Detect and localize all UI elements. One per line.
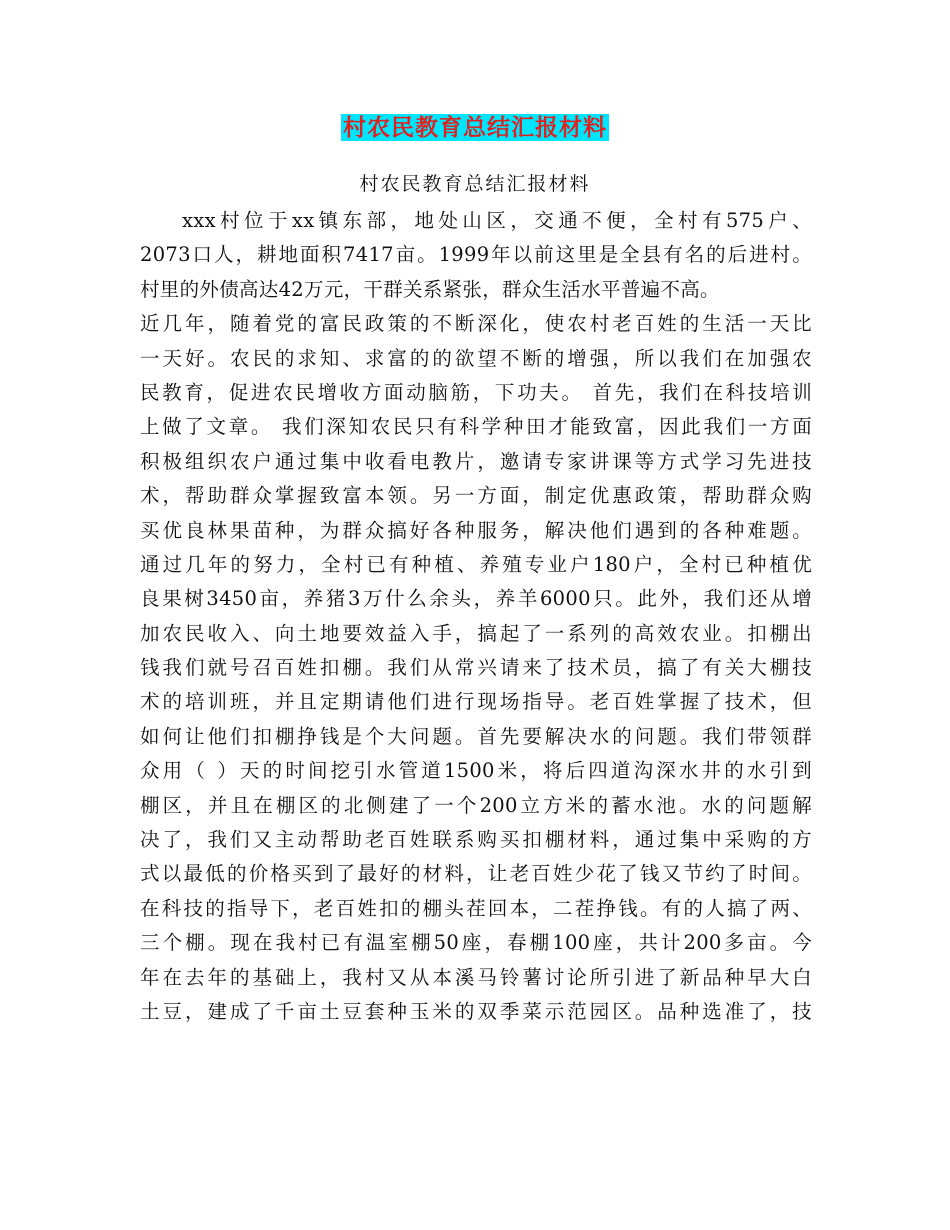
body-line: 如何让他们扣棚挣钱是个大问题。首先要解决水的问题。我们带领群	[140, 724, 812, 748]
body-line: 术的培训班，并且定期请他们进行现场指导。老百姓掌握了技术，但	[140, 690, 812, 714]
body-line: 买优良林果苗种，为群众搞好各种服务，解决他们遇到的各种难题。	[140, 518, 812, 542]
body-line: 2073口人，耕地面积7417亩。1999年以前这里是全县有名的后进村。	[140, 243, 812, 267]
body-line: 年在去年的基础上，我村又从本溪马铃薯讨论所引进了新品种早大白	[140, 965, 812, 989]
document-title	[0, 112, 950, 146]
body-line: 式以最低的价格买到了最好的材料，让老百姓少花了钱又节约了时间。	[140, 862, 812, 886]
body-line: 在科技的指导下，老百姓扣的棚头茬回本，二茬挣钱。有的人搞了两、	[140, 896, 812, 920]
body-line: 三个棚。现在我村已有温室棚50座，春棚100座，共计200多亩。今	[140, 931, 812, 955]
body-line: 积极组织农户通过集中收看电教片，邀请专家讲课等方式学习先进技	[140, 449, 812, 473]
body-line: 决了，我们又主动帮助老百姓联系购买扣棚材料，通过集中采购的方	[140, 828, 812, 852]
body-line: 一天好。农民的求知、求富的的欲望不断的增强，所以我们在加强农	[140, 346, 812, 370]
body-line: 良果树3450亩，养猪3万什么余头，养羊6000只。此外，我们还从增	[140, 587, 812, 611]
body-line: 村里的外债高达42万元，干群关系紧张，群众生活水平普遍不高。	[140, 277, 720, 301]
document-title-text: 村农民教育总结汇报材料	[343, 114, 607, 141]
body-line: 众用（ ）天的时间挖引水管道1500米，将后四道沟深水井的水引到	[140, 759, 812, 783]
body-line: 棚区，并且在棚区的北侧建了一个200立方米的蓄水池。水的问题解	[140, 793, 812, 817]
body-line: xxx村位于xx镇东部，地处山区，交通不便，全村有575户、	[182, 209, 812, 232]
body-line: 通过几年的努力，全村已有种植、养殖专业户180户，全村已种植优	[140, 552, 812, 576]
body-line: 上做了文章。 我们深知农民只有科学种田才能致富，因此我们一方面	[140, 415, 812, 439]
body-line: 钱我们就号召百姓扣棚。我们从常兴请来了技术员，搞了有关大棚技	[140, 656, 812, 680]
body-line: 加农民收入、向土地要效益入手，搞起了一系列的高效农业。扣棚出	[140, 621, 812, 645]
body-line: 土豆，建成了千亩土豆套种玉米的双季菜示范园区。品种选准了，技	[140, 999, 812, 1023]
body-line: 术，帮助群众掌握致富本领。另一方面，制定优惠政策，帮助群众购	[140, 484, 812, 508]
body-line: 民教育，促进农民增收方面动脑筋，下功夫。 首先，我们在科技培训	[140, 380, 812, 404]
document-body	[140, 204, 812, 1029]
document-subtitle: 村农民教育总结汇报材料	[359, 173, 591, 195]
body-line: 近几年，随着党的富民政策的不断深化，使农村老百姓的生活一天比	[140, 312, 812, 336]
